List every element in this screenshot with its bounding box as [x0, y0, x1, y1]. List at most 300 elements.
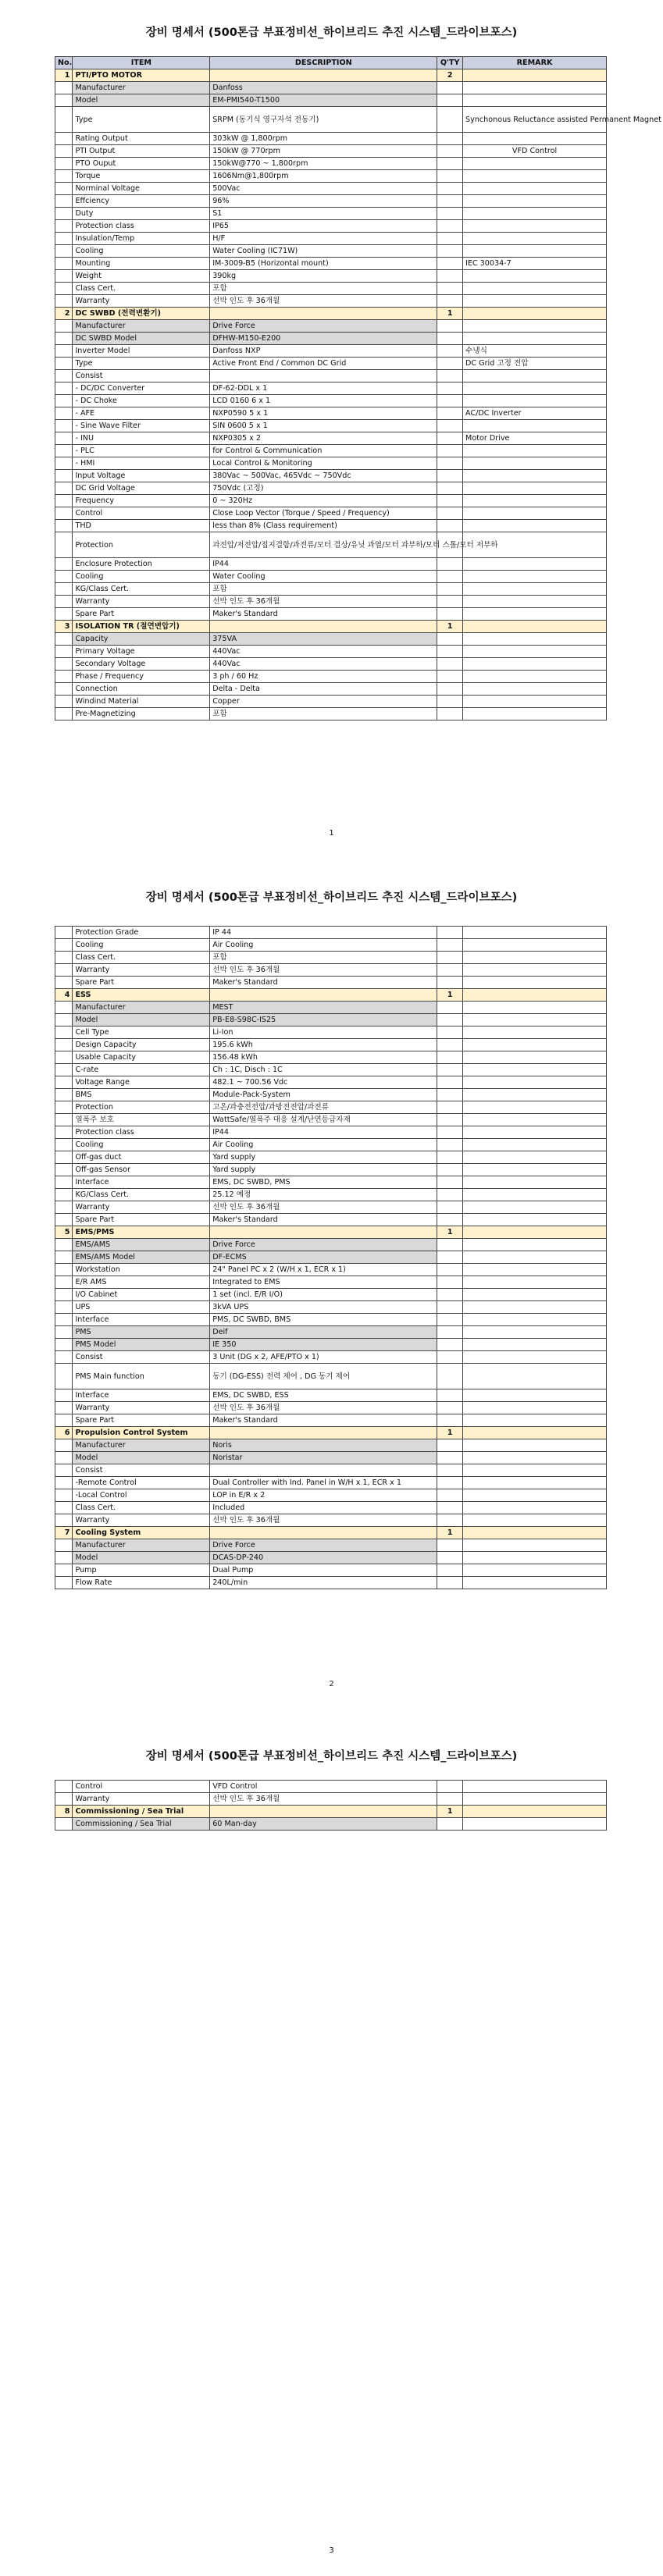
cell-remark	[463, 558, 607, 571]
table-header-row	[55, 57, 607, 69]
cell-no	[55, 1402, 73, 1414]
cell-item: Pump	[73, 1564, 210, 1577]
cell-remark	[463, 1402, 607, 1414]
page-title: 장비 명세서 (500톤급 부표정비선_하이브리드 추진 시스템_드라이브포스)	[145, 891, 518, 904]
section-row	[55, 308, 607, 320]
cell-no: 3	[55, 621, 73, 633]
cell-description: Drive Force	[210, 1539, 437, 1552]
cell-no	[55, 1489, 73, 1502]
table-row	[55, 195, 607, 208]
cell-remark	[463, 683, 607, 696]
cell-no	[55, 939, 73, 952]
cell-remark: AC/DC Inverter	[463, 407, 607, 420]
cell-no	[55, 633, 73, 646]
cell-item: Connection	[73, 683, 210, 696]
table-row	[55, 1439, 607, 1452]
cell-qty	[437, 495, 463, 507]
table-row	[55, 133, 607, 145]
cell-description: 3kVA UPS	[210, 1301, 437, 1314]
cell-item: Warranty	[73, 1514, 210, 1527]
cell-remark	[463, 183, 607, 195]
cell-no: 4	[55, 989, 73, 1002]
cell-no	[55, 245, 73, 258]
cell-no	[55, 1389, 73, 1402]
cell-item: Warranty	[73, 1402, 210, 1414]
cell-no	[55, 1477, 73, 1489]
table-row	[55, 1502, 607, 1514]
cell-item: Protection	[73, 1101, 210, 1114]
cell-remark	[463, 1577, 607, 1589]
cell-description: H/F	[210, 233, 437, 245]
cell-no	[55, 345, 73, 358]
cell-no	[55, 1139, 73, 1151]
table-row	[55, 345, 607, 358]
cell-no	[55, 977, 73, 989]
cell-item: Class Cert.	[73, 952, 210, 964]
table-row	[55, 382, 607, 395]
table-row	[55, 258, 607, 270]
cell-no	[55, 1189, 73, 1201]
page-number: 1	[329, 829, 334, 838]
cell-item: BMS	[73, 1089, 210, 1101]
table-row	[55, 395, 607, 407]
cell-item: Class Cert.	[73, 1502, 210, 1514]
cell-no	[55, 333, 73, 345]
cell-remark	[463, 208, 607, 220]
cell-description: Dual Controller with Ind. Panel in W/H x 1, ECR x 1	[210, 1477, 437, 1489]
cell-no	[55, 133, 73, 145]
cell-description: EMS, DC SWBD, PMS	[210, 1176, 437, 1189]
cell-item: Insulation/Temp	[73, 233, 210, 245]
cell-no	[55, 457, 73, 470]
cell-description: Copper	[210, 696, 437, 708]
table-row	[55, 1251, 607, 1264]
cell-no	[55, 1089, 73, 1101]
cell-qty	[437, 195, 463, 208]
cell-remark	[463, 1477, 607, 1489]
cell-item: Enclosure Protection	[73, 558, 210, 571]
cell-item: Propulsion Control System	[73, 1427, 210, 1439]
cell-remark	[463, 1226, 607, 1239]
cell-item: Manufacturer	[73, 1539, 210, 1552]
cell-no	[55, 1552, 73, 1564]
table-row	[55, 457, 607, 470]
cell-description: 동기 (DG-ESS) 전력 제어 , DG 동기 제어	[210, 1364, 437, 1389]
table-row	[55, 145, 607, 158]
cell-item: Model	[73, 1552, 210, 1564]
cell-remark	[463, 1101, 607, 1114]
table-row	[55, 1176, 607, 1189]
table-row	[55, 1164, 607, 1176]
cell-no	[55, 107, 73, 133]
cell-description: EM-PMI540-T1500	[210, 94, 437, 107]
cell-qty	[437, 1781, 463, 1793]
cell-qty	[437, 1251, 463, 1264]
section-row	[55, 1806, 607, 1818]
cell-qty	[437, 1039, 463, 1051]
cell-item: Primary Voltage	[73, 646, 210, 658]
table-row	[55, 658, 607, 671]
cell-description: EMS, DC SWBD, ESS	[210, 1389, 437, 1402]
cell-qty	[437, 1464, 463, 1477]
cell-qty	[437, 445, 463, 457]
cell-no: 7	[55, 1527, 73, 1539]
cell-remark	[463, 370, 607, 382]
cell-remark	[463, 1781, 607, 1793]
cell-item: Type	[73, 107, 210, 133]
cell-qty	[437, 1064, 463, 1076]
cell-qty	[437, 1301, 463, 1314]
cell-qty	[437, 133, 463, 145]
cell-remark	[463, 1151, 607, 1164]
cell-no	[55, 964, 73, 977]
table-row	[55, 1289, 607, 1301]
table-row	[55, 1477, 607, 1489]
cell-description: 96%	[210, 195, 437, 208]
cell-no	[55, 270, 73, 283]
cell-description: Dual Pump	[210, 1564, 437, 1577]
table-row	[55, 1452, 607, 1464]
table-row	[55, 1793, 607, 1806]
cell-item: Model	[73, 1452, 210, 1464]
cell-item: Flow Rate	[73, 1577, 210, 1589]
cell-description: 과전압/저전압/접지결함/과전류/모터 결상/유닛 과열/모터 과부하/모터 스톨/모터 저부하	[210, 532, 437, 558]
cell-description: NXP0305 x 2	[210, 432, 437, 445]
cell-description	[210, 1427, 437, 1439]
cell-qty	[437, 220, 463, 233]
cell-item: Manufacturer	[73, 1439, 210, 1452]
cell-qty	[437, 283, 463, 295]
table-row	[55, 183, 607, 195]
cell-description: 선박 인도 후 36개월	[210, 295, 437, 308]
cell-no	[55, 158, 73, 170]
cell-item: Capacity	[73, 633, 210, 646]
table-row	[55, 270, 607, 283]
cell-remark	[463, 1214, 607, 1226]
cell-item: Torque	[73, 170, 210, 183]
cell-qty	[437, 407, 463, 420]
cell-item: PMS	[73, 1326, 210, 1339]
cell-remark	[463, 1301, 607, 1314]
cell-item: - DC/DC Converter	[73, 382, 210, 395]
cell-no	[55, 1514, 73, 1527]
cell-description: Included	[210, 1502, 437, 1514]
cell-qty	[437, 927, 463, 939]
cell-remark	[463, 1201, 607, 1214]
cell-qty	[437, 558, 463, 571]
cell-no	[55, 683, 73, 696]
cell-no	[55, 1039, 73, 1051]
cell-no	[55, 1326, 73, 1339]
cell-no	[55, 532, 73, 558]
cell-remark	[463, 696, 607, 708]
cell-no	[55, 596, 73, 608]
table-row	[55, 1818, 607, 1831]
table-row	[55, 583, 607, 596]
cell-description: 375VA	[210, 633, 437, 646]
cell-item: - DC Choke	[73, 395, 210, 407]
cell-remark	[463, 295, 607, 308]
cell-remark	[463, 1539, 607, 1552]
cell-qty	[437, 158, 463, 170]
cell-item: Warranty	[73, 295, 210, 308]
cell-no: 8	[55, 1806, 73, 1818]
cell-item: - INU	[73, 432, 210, 445]
cell-remark	[463, 708, 607, 720]
cell-remark	[463, 1039, 607, 1051]
cell-qty	[437, 646, 463, 658]
cell-no	[55, 1502, 73, 1514]
cell-qty	[437, 1414, 463, 1427]
cell-no	[55, 420, 73, 432]
cell-item: Model	[73, 1014, 210, 1026]
cell-description: DF-ECMS	[210, 1251, 437, 1264]
cell-description: 포함	[210, 283, 437, 295]
cell-remark	[463, 445, 607, 457]
cell-no	[55, 520, 73, 532]
cell-qty	[437, 696, 463, 708]
table-row	[55, 495, 607, 507]
table-row	[55, 1781, 607, 1793]
cell-no	[55, 320, 73, 333]
cell-description: 24" Panel PC x 2 (W/H x 1, ECR x 1)	[210, 1264, 437, 1276]
cell-no	[55, 1114, 73, 1126]
cell-remark	[463, 1464, 607, 1477]
section-row	[55, 621, 607, 633]
cell-remark	[463, 1552, 607, 1564]
cell-remark	[463, 1364, 607, 1389]
cell-no	[55, 571, 73, 583]
cell-description: WattSafe/열폭주 대응 설계/난연등급자재	[210, 1114, 437, 1126]
cell-remark	[463, 1502, 607, 1514]
cell-item: Windind Material	[73, 696, 210, 708]
cell-no	[55, 445, 73, 457]
header-qty: Q'TY	[437, 57, 463, 69]
table-row	[55, 333, 607, 345]
cell-qty	[437, 1314, 463, 1326]
cell-no	[55, 1564, 73, 1577]
table-row	[55, 1026, 607, 1039]
cell-remark	[463, 1276, 607, 1289]
cell-item: Consist	[73, 1464, 210, 1477]
cell-qty	[437, 939, 463, 952]
cell-description: Danfoss	[210, 82, 437, 94]
cell-remark	[463, 308, 607, 320]
cell-item: Warranty	[73, 964, 210, 977]
header-description: DESCRIPTION	[210, 57, 437, 69]
cell-qty	[437, 1289, 463, 1301]
cell-item: EMS/PMS	[73, 1226, 210, 1239]
cell-qty	[437, 1002, 463, 1014]
cell-qty	[437, 170, 463, 183]
table-row	[55, 507, 607, 520]
cell-item: Consist	[73, 370, 210, 382]
cell-no	[55, 708, 73, 720]
cell-description: 303kW @ 1,800rpm	[210, 133, 437, 145]
cell-item: Spare Part	[73, 1414, 210, 1427]
cell-no	[55, 495, 73, 507]
cell-no	[55, 258, 73, 270]
cell-qty	[437, 370, 463, 382]
table-row	[55, 1101, 607, 1114]
table-row	[55, 520, 607, 532]
cell-description: 포함	[210, 708, 437, 720]
cell-no	[55, 696, 73, 708]
cell-description: LCD 0160 6 x 1	[210, 395, 437, 407]
cell-description: 440Vac	[210, 646, 437, 658]
cell-qty	[437, 571, 463, 583]
cell-item: Cooling	[73, 1139, 210, 1151]
cell-description	[210, 1464, 437, 1477]
cell-description: IE 350	[210, 1339, 437, 1351]
cell-description: Drive Force	[210, 320, 437, 333]
cell-no	[55, 1264, 73, 1276]
spec-table	[55, 56, 661, 720]
cell-remark	[463, 520, 607, 532]
cell-item: PMS Main function	[73, 1364, 210, 1389]
cell-qty	[437, 1351, 463, 1364]
cell-remark	[463, 964, 607, 977]
cell-remark	[463, 571, 607, 583]
page-number: 3	[329, 2546, 334, 2555]
cell-remark	[463, 320, 607, 333]
cell-qty	[437, 345, 463, 358]
cell-description: PB-E8-S98C-IS25	[210, 1014, 437, 1026]
cell-qty	[437, 1139, 463, 1151]
cell-item: - PLC	[73, 445, 210, 457]
cell-description: Water Cooling (IC71W)	[210, 245, 437, 258]
cell-description: 선박 인도 후 36개월	[210, 1514, 437, 1527]
cell-description: NXP0590 5 x 1	[210, 407, 437, 420]
cell-qty	[437, 1439, 463, 1452]
table-row	[55, 358, 607, 370]
cell-description: 0 ~ 320Hz	[210, 495, 437, 507]
cell-remark	[463, 170, 607, 183]
page-number: 2	[329, 1680, 334, 1688]
cell-description: SIN 0600 5 x 1	[210, 420, 437, 432]
cell-remark	[463, 671, 607, 683]
cell-item: THD	[73, 520, 210, 532]
cell-remark	[463, 1264, 607, 1276]
cell-remark	[463, 1514, 607, 1527]
cell-qty	[437, 94, 463, 107]
cell-qty: 1	[437, 308, 463, 320]
cell-description: 선박 인도 후 36개월	[210, 1402, 437, 1414]
cell-remark	[463, 245, 607, 258]
cell-description: IP65	[210, 220, 437, 233]
cell-no: 2	[55, 308, 73, 320]
table-row	[55, 320, 607, 333]
cell-description: 3 Unit (DG x 2, AFE/PTO x 1)	[210, 1351, 437, 1364]
cell-qty	[437, 395, 463, 407]
cell-remark	[463, 1564, 607, 1577]
cell-qty	[437, 1164, 463, 1176]
table-row	[55, 220, 607, 233]
cell-description: Maker's Standard	[210, 1214, 437, 1226]
cell-item: Phase / Frequency	[73, 671, 210, 683]
cell-qty	[437, 470, 463, 482]
cell-item: DC Grid Voltage	[73, 482, 210, 495]
cell-qty	[437, 1114, 463, 1126]
cell-no	[55, 1014, 73, 1026]
cell-remark	[463, 1289, 607, 1301]
cell-no	[55, 1464, 73, 1477]
table-row	[55, 1314, 607, 1326]
cell-qty	[437, 507, 463, 520]
table-row	[55, 470, 607, 482]
table-row	[55, 432, 607, 445]
section-row	[55, 1427, 607, 1439]
cell-qty	[437, 1126, 463, 1139]
cell-qty	[437, 1189, 463, 1201]
cell-qty	[437, 208, 463, 220]
cell-remark	[463, 1452, 607, 1464]
cell-qty	[437, 1076, 463, 1089]
cell-no	[55, 1781, 73, 1793]
cell-remark	[463, 395, 607, 407]
cell-item: I/O Cabinet	[73, 1289, 210, 1301]
cell-qty	[437, 583, 463, 596]
table-row	[55, 927, 607, 939]
header-no: No.	[55, 57, 73, 69]
cell-description: 482.1 ~ 700.56 Vdc	[210, 1076, 437, 1089]
table-row	[55, 370, 607, 382]
cell-qty	[437, 1101, 463, 1114]
cell-item: Inverter Model	[73, 345, 210, 358]
cell-item: - HMI	[73, 457, 210, 470]
cell-no	[55, 952, 73, 964]
cell-no	[55, 1276, 73, 1289]
cell-qty: 1	[437, 1527, 463, 1539]
section-row	[55, 1226, 607, 1239]
table-row	[55, 608, 607, 621]
cell-remark	[463, 195, 607, 208]
spec-table	[55, 926, 607, 1589]
cell-item: Pre-Magnetizing	[73, 708, 210, 720]
table-row	[55, 283, 607, 295]
cell-no	[55, 195, 73, 208]
cell-remark	[463, 1793, 607, 1806]
cell-no	[55, 208, 73, 220]
cell-qty	[437, 295, 463, 308]
cell-no	[55, 1314, 73, 1326]
cell-item: Mounting	[73, 258, 210, 270]
cell-description: 선박 인도 후 36개월	[210, 1793, 437, 1806]
cell-description: Air Cooling	[210, 939, 437, 952]
cell-qty	[437, 1452, 463, 1464]
cell-qty	[437, 1502, 463, 1514]
cell-description: 선박 인도 후 36개월	[210, 1201, 437, 1214]
cell-remark	[463, 583, 607, 596]
cell-remark	[463, 621, 607, 633]
table-row	[55, 107, 607, 133]
cell-description: 고온/과충전전압/과방전전압/과전류	[210, 1101, 437, 1114]
cell-qty	[437, 1339, 463, 1351]
cell-description	[210, 621, 437, 633]
cell-qty	[437, 245, 463, 258]
cell-qty	[437, 1276, 463, 1289]
table-row	[55, 208, 607, 220]
table-row	[55, 696, 607, 708]
cell-item: Workstation	[73, 1264, 210, 1276]
table-row	[55, 445, 607, 457]
cell-item: Interface	[73, 1389, 210, 1402]
cell-item: PMS Model	[73, 1339, 210, 1351]
cell-description: for Control & Communication	[210, 445, 437, 457]
cell-description: Maker's Standard	[210, 608, 437, 621]
table-row	[55, 94, 607, 107]
cell-remark	[463, 1014, 607, 1026]
